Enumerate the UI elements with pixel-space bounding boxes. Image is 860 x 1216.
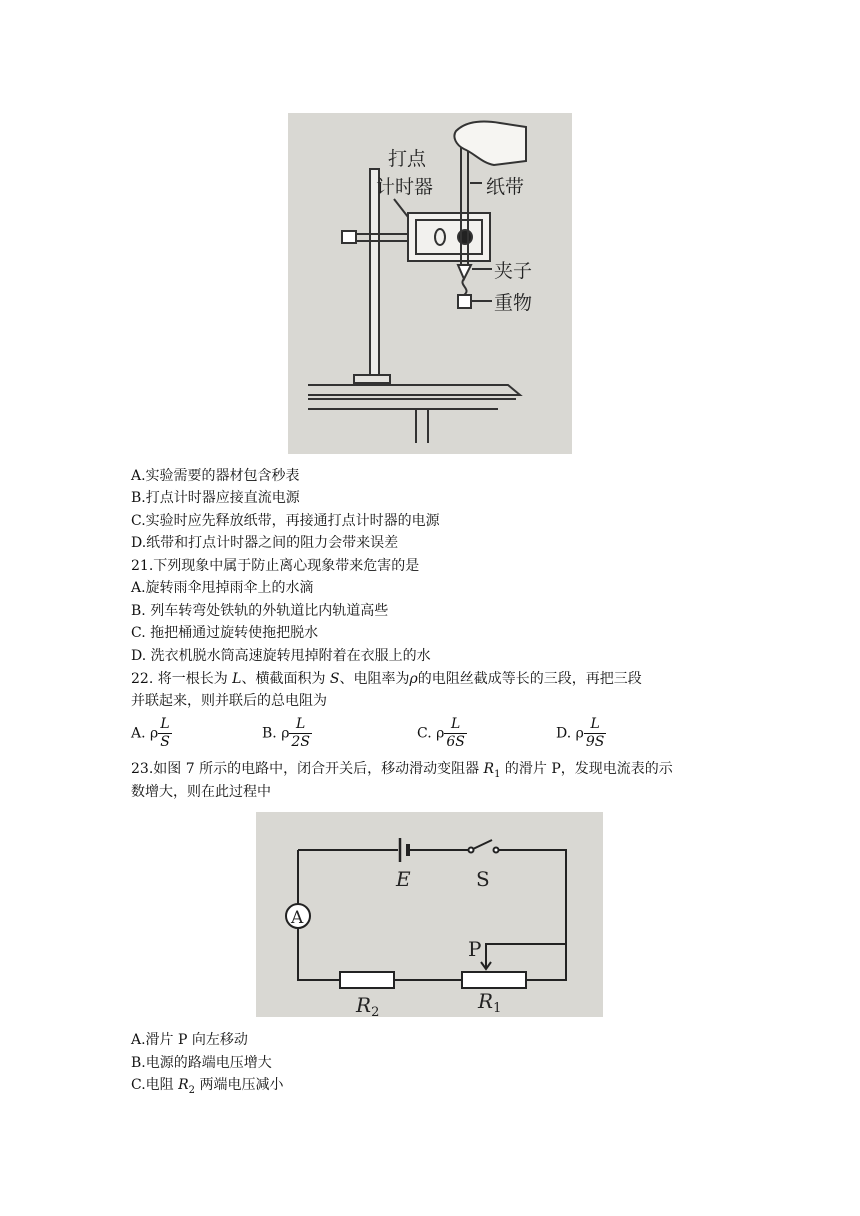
q20-option-d: D.纸带和打点计时器之间的阻力会带来误差	[131, 535, 399, 551]
label-timer-line2: 计时器	[376, 176, 434, 198]
label-r1: $R_1$	[478, 989, 502, 1016]
resistor-r2	[340, 972, 394, 988]
q22-option-d: D. ρ $\frac{L}{9S}$	[556, 716, 605, 750]
stand-base	[354, 375, 390, 383]
resistor-r1	[462, 972, 526, 988]
clip	[458, 265, 471, 279]
label-slider: P	[468, 937, 482, 961]
q20-option-a: A.实验需要的器材包含秒表	[131, 468, 300, 484]
figure-ticker-timer	[288, 113, 572, 454]
q23-option-a: A.滑片 P 向左移动	[131, 1032, 248, 1048]
switch-contact-right	[494, 848, 499, 853]
switch-blade	[473, 840, 492, 849]
table-top	[308, 385, 520, 395]
q22-stem-line2: 并联起来，则并联后的总电阻为	[131, 693, 327, 709]
q20-option-c: C.实验时应先释放纸带，再接通打点计时器的电源	[131, 513, 440, 529]
q22-option-a: A. ρ $\frac{L}{S}$	[131, 716, 170, 750]
wire-right	[499, 850, 566, 980]
hand	[454, 121, 526, 165]
label-switch: S	[476, 867, 490, 891]
label-tape: 纸带	[486, 176, 525, 198]
label-clip: 夹子	[494, 260, 533, 282]
label-battery: E	[396, 867, 411, 891]
q20-option-b: B.打点计时器应接直流电源	[131, 490, 300, 506]
wire-left	[298, 928, 340, 980]
stand-rod	[370, 169, 379, 375]
weight	[458, 295, 471, 308]
q21-option-b: B. 列车转弯处铁轨的外轨道比内轨道高些	[131, 603, 389, 619]
q23-stem-line2: 数增大，则在此过程中	[131, 784, 271, 800]
q23-option-b: B.电源的路端电压增大	[131, 1055, 272, 1071]
label-r2: $R_2$	[356, 993, 380, 1017]
q22-option-c: C. ρ $\frac{L}{6S}$	[417, 716, 465, 750]
q22-option-b: B. ρ $\frac{L}{2S}$	[262, 716, 310, 750]
q23-stem: 23.如图 7 所示的电路中，闭合开关后，移动滑动变阻器 $R_1$ 的滑片 P，发现电流表的示	[131, 761, 673, 780]
q21-option-a: A.旋转雨伞甩掉雨伞上的水滴	[131, 580, 314, 596]
slider-p	[486, 944, 552, 968]
label-timer-line1: 打点	[388, 148, 427, 170]
label-ammeter: A	[291, 908, 304, 928]
q23-option-c: C.电阻 $R_2$ 两端电压减小	[131, 1077, 284, 1096]
figure-circuit	[256, 812, 603, 1017]
label-weight: 重物	[494, 292, 533, 314]
q21-option-c: C. 拖把桶通过旋转使拖把脱水	[131, 625, 319, 641]
q21-stem: 21.下列现象中属于防止离心现象带来危害的是	[131, 558, 420, 574]
q22-stem: 22. 将一根长为 L、横截面积为 S、电阻率为ρ的电阻丝截成等长的三段，再把三段	[131, 671, 642, 687]
clamp-knob	[342, 231, 356, 243]
q21-option-d: D. 洗衣机脱水筒高速旋转甩掉附着在衣服上的水	[131, 648, 431, 664]
